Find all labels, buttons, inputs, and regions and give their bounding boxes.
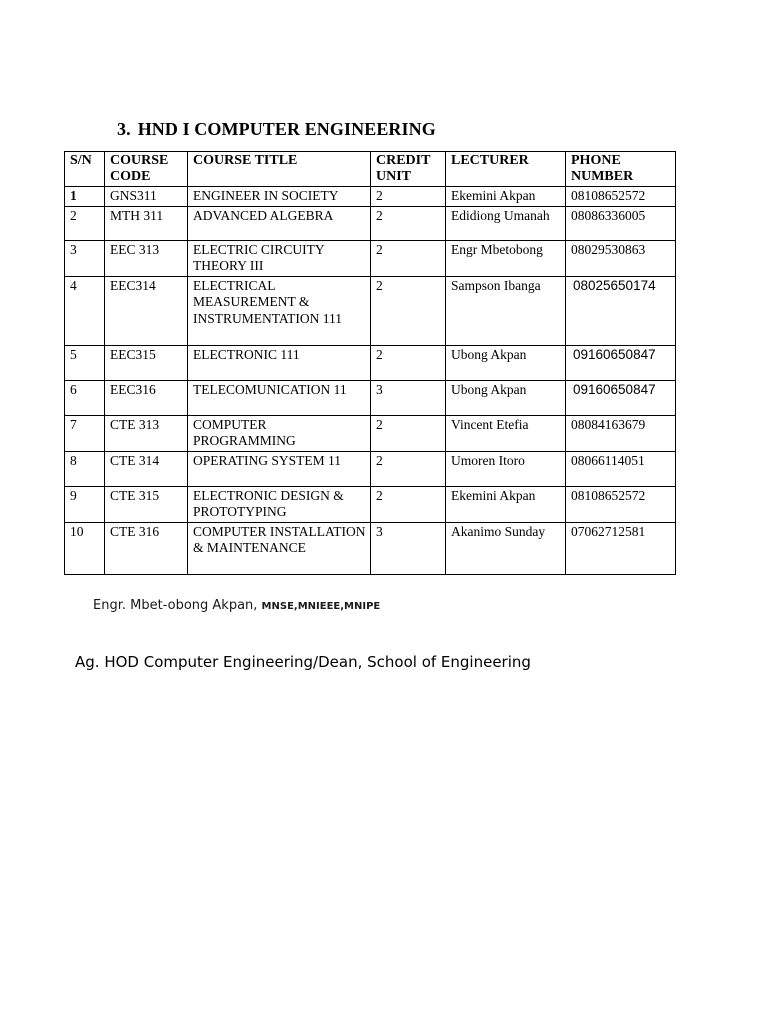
cell-course-code: CTE 316 [105, 522, 188, 574]
signatory-name: Engr. Mbet-obong Akpan, [93, 598, 262, 613]
cell-sn: 4 [65, 276, 105, 345]
cell-lecturer: Engr Mbetobong [446, 240, 566, 276]
cell-course-title: COMPUTER PROGRAMMING [188, 415, 371, 451]
table-row [65, 206, 676, 240]
table-row [65, 380, 676, 415]
cell-phone: 08086336005 [566, 206, 676, 240]
cell-lecturer: Umoren Itoro [446, 451, 566, 486]
cell-sn: 2 [65, 206, 105, 240]
header-phone-number: PHONE NUMBER [566, 152, 676, 187]
cell-lecturer: Ekemini Akpan [446, 187, 566, 207]
cell-credit-unit: 2 [371, 187, 446, 207]
course-table [64, 151, 676, 575]
header-course-code: COURSE CODE [105, 152, 188, 187]
cell-lecturer: Vincent Etefia [446, 415, 566, 451]
table-row [65, 276, 676, 345]
cell-course-code: CTE 314 [105, 451, 188, 486]
cell-sn: 10 [65, 522, 105, 574]
cell-course-code: EEC314 [105, 276, 188, 345]
cell-sn: 8 [65, 451, 105, 486]
cell-course-title: ENGINEER IN SOCIETY [188, 187, 371, 207]
signatory-qualifications: MNSE,MNIEEE,MNIPE [261, 601, 381, 612]
cell-credit-unit: 2 [371, 486, 446, 522]
cell-course-code: GNS311 [105, 187, 188, 207]
cell-lecturer: Edidiong Umanah [446, 206, 566, 240]
cell-lecturer: Ekemini Akpan [446, 486, 566, 522]
table-row [65, 486, 676, 522]
header-sn: S/N [65, 152, 105, 187]
cell-phone: 09160650847 [566, 380, 676, 415]
cell-course-code: CTE 315 [105, 486, 188, 522]
cell-lecturer: Ubong Akpan [446, 345, 566, 380]
cell-sn: 1 [65, 187, 105, 207]
section-heading [117, 119, 436, 140]
cell-credit-unit: 2 [371, 415, 446, 451]
cell-sn: 3 [65, 240, 105, 276]
cell-course-title: OPERATING SYSTEM 11 [188, 451, 371, 486]
signatory-position: Ag. HOD Computer Engineering/Dean, School of Engineering [75, 653, 531, 671]
cell-phone: 07062712581 [566, 522, 676, 574]
cell-course-title: ELECTRIC CIRCUITY THEORY III [188, 240, 371, 276]
cell-course-code: CTE 313 [105, 415, 188, 451]
table-row [65, 240, 676, 276]
cell-course-title: ADVANCED ALGEBRA [188, 206, 371, 240]
cell-course-code: EEC 313 [105, 240, 188, 276]
cell-course-title: ELECTRONIC 111 [188, 345, 371, 380]
section-number: 3. [117, 119, 131, 139]
header-course-title: COURSE TITLE [188, 152, 371, 187]
cell-credit-unit: 2 [371, 206, 446, 240]
cell-phone: 08084163679 [566, 415, 676, 451]
cell-course-title: COMPUTER INSTALLATION & MAINTENANCE [188, 522, 371, 574]
table-row [65, 451, 676, 486]
cell-credit-unit: 3 [371, 380, 446, 415]
cell-course-title: ELECTRONIC DESIGN & PROTOTYPING [188, 486, 371, 522]
cell-sn: 7 [65, 415, 105, 451]
cell-sn: 6 [65, 380, 105, 415]
cell-course-title: ELECTRICAL MEASUREMENT & INSTRUMENTATION 111 [188, 276, 371, 345]
table-row [65, 415, 676, 451]
cell-phone: 08025650174 [566, 276, 676, 345]
cell-credit-unit: 2 [371, 240, 446, 276]
cell-sn: 5 [65, 345, 105, 380]
section-title: HND I COMPUTER ENGINEERING [137, 119, 436, 139]
cell-course-title: TELECOMUNICATION 11 [188, 380, 371, 415]
cell-course-code: EEC316 [105, 380, 188, 415]
table-row [65, 187, 676, 207]
cell-course-code: EEC315 [105, 345, 188, 380]
table-header-row [65, 152, 676, 187]
cell-phone: 08029530863 [566, 240, 676, 276]
signatory-line [93, 598, 380, 613]
cell-credit-unit: 3 [371, 522, 446, 574]
header-credit-unit: CREDIT UNIT [371, 152, 446, 187]
table-row [65, 522, 676, 574]
cell-phone: 08066114051 [566, 451, 676, 486]
table-row [65, 345, 676, 380]
cell-phone: 09160650847 [566, 345, 676, 380]
cell-lecturer: Sampson Ibanga [446, 276, 566, 345]
cell-course-code: MTH 311 [105, 206, 188, 240]
cell-phone: 08108652572 [566, 187, 676, 207]
cell-phone: 08108652572 [566, 486, 676, 522]
cell-credit-unit: 2 [371, 345, 446, 380]
cell-lecturer: Akanimo Sunday [446, 522, 566, 574]
cell-sn: 9 [65, 486, 105, 522]
cell-lecturer: Ubong Akpan [446, 380, 566, 415]
cell-credit-unit: 2 [371, 451, 446, 486]
cell-credit-unit: 2 [371, 276, 446, 345]
header-lecturer: LECTURER [446, 152, 566, 187]
